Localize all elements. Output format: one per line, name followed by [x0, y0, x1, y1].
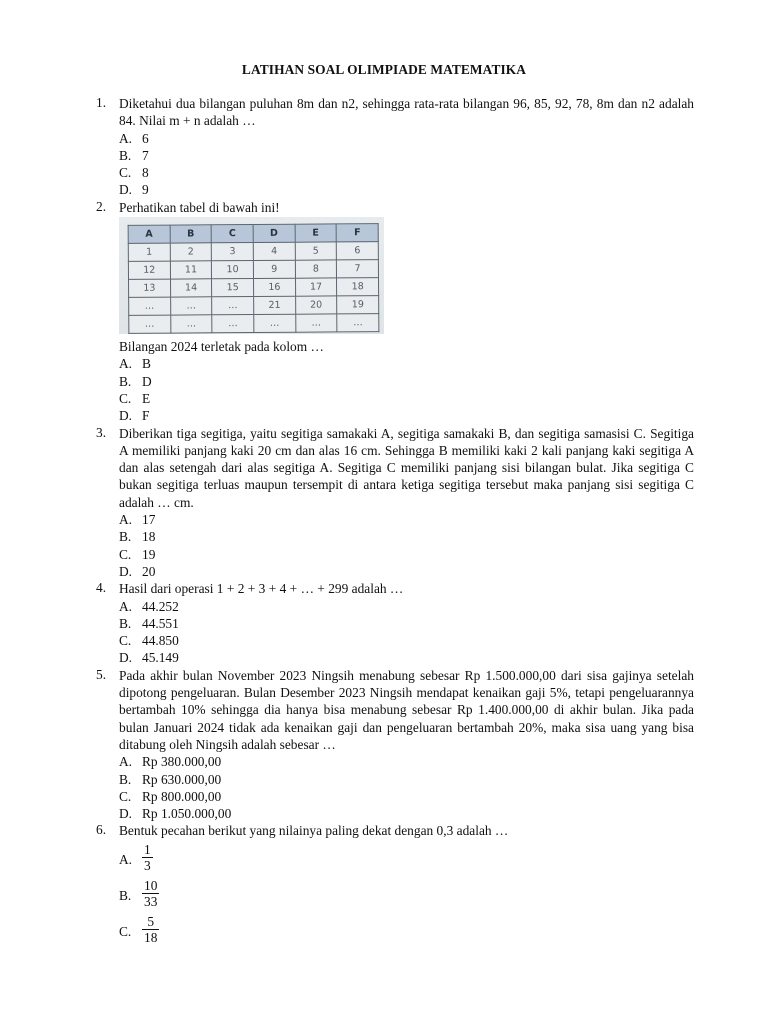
- option-text: 45.149: [142, 650, 179, 666]
- table-cell: …: [337, 314, 379, 332]
- option-a: [119, 130, 694, 147]
- option-letter: C.: [119, 633, 132, 649]
- question-text: Bentuk pecahan berikut yang nilainya paling dekat dengan 0,3 adalah …: [119, 823, 509, 839]
- table-cell: 11: [170, 261, 212, 279]
- option-b: [119, 615, 694, 632]
- table-cell: 18: [337, 278, 379, 296]
- question-number: 4.: [96, 580, 107, 596]
- table-row: [128, 242, 378, 262]
- option-letter: A.: [119, 851, 133, 867]
- table-row: [129, 296, 379, 316]
- option-text: 44.551: [142, 615, 179, 631]
- table-header-cell: D: [253, 224, 295, 242]
- option-letter: D.: [119, 182, 133, 198]
- table-cell: …: [212, 315, 254, 333]
- table-header-cell: B: [170, 225, 212, 243]
- question-4: [96, 580, 694, 666]
- option-list: [119, 598, 694, 667]
- question-list: [96, 95, 694, 950]
- question-1: [96, 95, 694, 199]
- question-text: Diberikan tiga segitiga, yaitu segitiga samakaki A, segitiga samakaki B, dan segitiga samasisi C. Segitiga A memiliki panjang kaki 20 cm dan alas 16 cm. Sehingga B memiliki kaki 2 kali panjang kaki segitiga A dan alas setengah dari alas segitiga A. Segitiga C memiliki panjang sisi bilangan bulat. Jika segitiga C bukan segitiga terluas maupun tersempit di antara ketiga segitiga tersebut maka panjang sisi segitiga C adalah … cm.: [119, 425, 694, 510]
- table-cell: 3: [212, 243, 254, 261]
- table-header-cell: F: [336, 224, 378, 242]
- table-cell: 13: [129, 279, 171, 297]
- option-b: [119, 771, 694, 788]
- question-3: [96, 425, 694, 581]
- question-number: 2.: [96, 198, 107, 214]
- option-text: 17: [142, 512, 156, 528]
- option-letter: C.: [119, 788, 132, 804]
- option-c: [119, 164, 694, 181]
- option-text: 44.850: [142, 633, 179, 649]
- question-6: [96, 822, 694, 949]
- table-cell: 19: [337, 296, 379, 314]
- question-text: Perhatikan tabel di bawah ini!: [119, 199, 280, 215]
- option-letter: C.: [119, 546, 132, 562]
- option-text: 18: [142, 529, 156, 545]
- option-text: Rp 630.000,00: [142, 771, 222, 787]
- option-text: 20: [142, 563, 156, 579]
- table-cell: …: [212, 297, 254, 315]
- table-header-cell: A: [128, 225, 170, 243]
- option-list: [119, 355, 694, 424]
- option-b: [119, 878, 694, 914]
- option-text: 9: [142, 182, 149, 198]
- option-text: 7: [142, 147, 149, 163]
- fraction-denominator: 3: [144, 857, 151, 873]
- table-row: [129, 278, 379, 298]
- table-cell: 20: [295, 296, 337, 314]
- option-text: Rp 380.000,00: [142, 754, 222, 770]
- option-letter: B.: [119, 887, 132, 903]
- table-cell: 17: [295, 278, 337, 296]
- option-text: 19: [142, 546, 156, 562]
- option-letter: C.: [119, 923, 132, 939]
- option-letter: B.: [119, 615, 132, 631]
- option-a: [119, 355, 694, 372]
- option-letter: B.: [119, 771, 132, 787]
- table-cell: 6: [337, 242, 379, 260]
- option-letter: C.: [119, 390, 132, 406]
- option-letter: A.: [119, 754, 133, 770]
- option-a: [119, 598, 694, 615]
- fraction-numerator: 1: [144, 841, 151, 857]
- option-c: [119, 914, 694, 950]
- table-row: [128, 260, 378, 280]
- table-cell: 9: [253, 260, 295, 278]
- option-b: [119, 147, 694, 164]
- question-2: [96, 199, 694, 425]
- question-number: 6.: [96, 822, 107, 838]
- fraction-numerator: 5: [147, 913, 155, 929]
- document-title: LATIHAN SOAL OLIMPIADE MATEMATIKA: [241, 62, 527, 77]
- option-letter: D.: [119, 650, 133, 666]
- option-text: 44.252: [142, 598, 179, 614]
- option-d: [119, 563, 694, 580]
- table-cell: 21: [254, 296, 296, 314]
- option-list: [119, 842, 694, 950]
- table-cell: …: [129, 297, 171, 315]
- option-d: [119, 805, 694, 822]
- number-table: [128, 223, 380, 334]
- option-letter: B.: [119, 147, 132, 163]
- question-followup-text: Bilangan 2024 terletak pada kolom …: [119, 339, 324, 355]
- option-a: [119, 753, 694, 770]
- table-cell: …: [170, 297, 212, 315]
- option-letter: D.: [119, 563, 133, 579]
- option-a: [119, 511, 694, 528]
- table-header-row: [128, 224, 378, 244]
- table-cell: 5: [295, 242, 337, 260]
- option-letter: C.: [119, 165, 132, 181]
- option-letter: D.: [119, 408, 133, 424]
- option-list: [119, 130, 694, 199]
- option-b: [119, 373, 694, 390]
- question-text: Pada akhir bulan November 2023 Ningsih menabung sebesar Rp 1.500.000,00 dari sisa gajinya setelah dipotong pengeluaran. Bulan Desember 2023 Ningsih mendapat kenaikan gaji 5%, tetapi pengeluarannya bertambah 10% sehingga dia hanya bisa menabung sebesar Rp 1.400.000,00 di akhir bulan. Jika pada bulan Januari 2024 tidak ada kenaikan gaji dan pengeluaran bertambah 20%, maka sisa uang yang bisa ditabung oleh Ningsih adalah sebesar …: [119, 667, 694, 752]
- question-number: 5.: [96, 666, 107, 682]
- fraction-denominator: 33: [144, 893, 158, 909]
- option-c: [119, 390, 694, 407]
- table-cell: 7: [337, 260, 379, 278]
- option-letter: B.: [119, 373, 132, 389]
- option-text: 8: [142, 165, 149, 181]
- table-cell: …: [129, 315, 171, 333]
- fraction: [142, 914, 159, 945]
- question-number: 1.: [96, 95, 107, 110]
- fraction: [142, 878, 159, 909]
- table-cell: 8: [295, 260, 337, 278]
- option-letter: A.: [119, 356, 133, 372]
- option-d: [119, 181, 694, 198]
- option-text: B: [142, 356, 151, 372]
- table-cell: 1: [128, 243, 170, 261]
- table-cell: …: [295, 314, 337, 332]
- table-cell: 2: [170, 243, 212, 261]
- option-d: [119, 407, 694, 424]
- option-letter: B.: [119, 529, 132, 545]
- option-text: Rp 800.000,00: [142, 788, 222, 804]
- option-letter: A.: [119, 512, 133, 528]
- question-text: Hasil dari operasi 1 + 2 + 3 + 4 + … + 299 adalah …: [119, 581, 404, 597]
- option-text: E: [142, 390, 151, 406]
- option-letter: A.: [119, 130, 133, 146]
- table-cell: 16: [253, 278, 295, 296]
- table-cell: …: [254, 314, 296, 332]
- fraction: [142, 842, 153, 873]
- table-cell: 14: [170, 279, 212, 297]
- table-row: [129, 314, 379, 334]
- question-number: 3.: [96, 424, 107, 440]
- option-b: [119, 528, 694, 545]
- option-letter: D.: [119, 806, 133, 822]
- table-header-cell: C: [211, 225, 253, 243]
- question-text: Diketahui dua bilangan puluhan 8m dan n2, sehingga rata-rata bilangan 96, 85, 92, 78, 8m dan n2 adalah 84. Nilai m + n adalah …: [119, 96, 694, 129]
- option-d: [119, 649, 694, 666]
- table-cell: …: [170, 315, 212, 333]
- fraction-numerator: 10: [144, 877, 158, 893]
- table-cell: 15: [212, 279, 254, 297]
- option-text: F: [142, 408, 150, 424]
- table-cell: 4: [253, 242, 295, 260]
- option-letter: A.: [119, 598, 133, 614]
- table-cell: 12: [128, 261, 170, 279]
- option-text: Rp 1.050.000,00: [142, 806, 232, 822]
- option-list: [119, 511, 694, 580]
- question-5: [96, 667, 694, 823]
- table-header-cell: E: [295, 224, 337, 242]
- option-c: [119, 546, 694, 563]
- option-c: [119, 632, 694, 649]
- fraction-denominator: 18: [144, 929, 158, 945]
- table-cell: 10: [212, 261, 254, 279]
- option-c: [119, 788, 694, 805]
- option-text: 6: [142, 130, 149, 146]
- table-photo: [119, 217, 384, 334]
- option-text: D: [142, 373, 152, 389]
- option-a: [119, 842, 694, 878]
- option-list: [119, 753, 694, 822]
